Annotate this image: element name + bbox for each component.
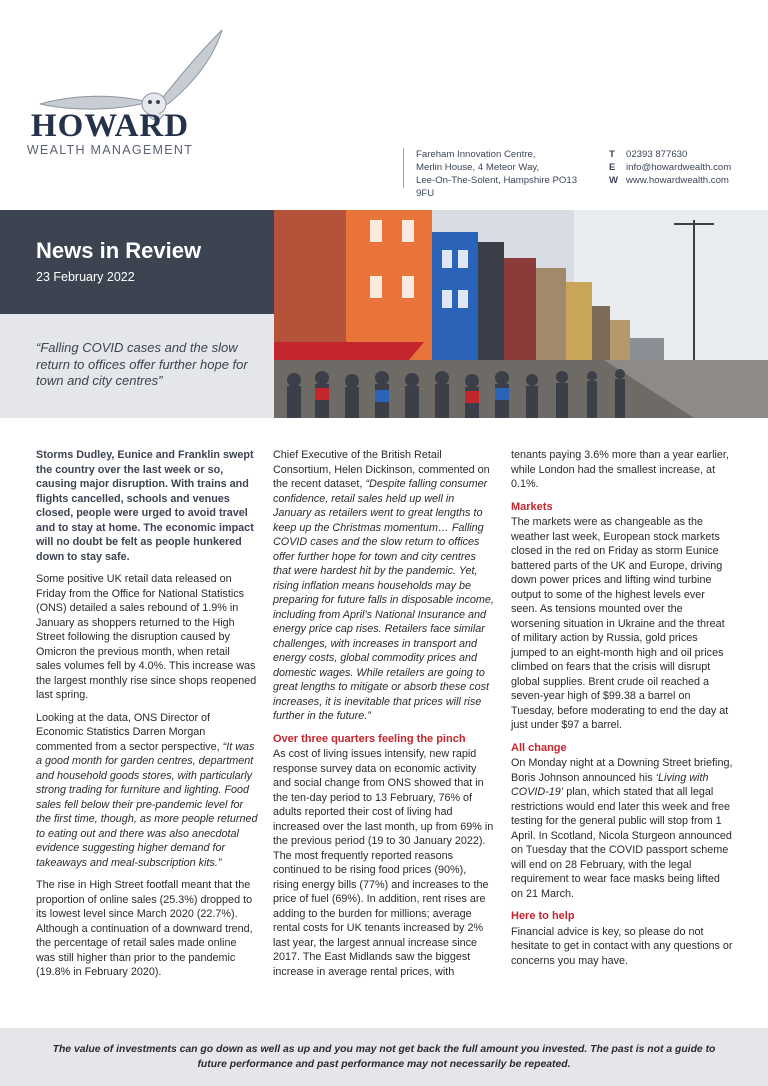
website-link[interactable]: www.howardwealth.com [626,175,729,186]
quote-text: “It was a good month for garden centres, department and household goods stores, with particularly strong trading for furniture and lighting. Food sales fell below their pre-pandemic level for the first time, though, as more people returned to eating out and there was also anecdotal evidence suggesting higher demand for takeaways and meal-subscription kits.” [36,740,258,869]
street-photo [274,210,768,418]
paragraph-text: Looking at the data, ONS Director of Economic Statistics Darren Morgan commented from a sector perspective, [36,711,223,753]
article-column-1 [36,448,258,988]
article-column-2 [273,448,495,987]
paragraph-text: plan, which stated that all legal restrictions would end later this week and free testing for the general public will stop from 1 April. In Scotland, Nicola Sturgeon announced on Tuesday that the COVID passport scheme will end on 28 February, with the legal requirement to wear face masks being lifted on 21 March. [511,786,732,900]
paragraph: Some positive UK retail data released on Friday from the Office for National Statistics (ONS) detailed a sales rebound of 1.9% in January as shoppers returned to the High Street following the disruption caused by Omicron the previous month, when retail sales volumes fell by 4.0%. This increase was the largest monthly rise since shops reopened last spring. [36,573,257,701]
section-heading: Over three quarters feeling the pinch [273,732,466,745]
contact-letters [609,148,623,187]
lead-paragraph: Storms Dudley, Eunice and Franklin swept the country over the last week or so, causing major disruption. With trains and flights cancelled, schools and venues closed, people were urged to avoid travel and to stay at home. The economic impact will no doubt be felt as people hunkered down to stay safe. [36,449,254,563]
email-letter: E [609,162,616,173]
paragraph-text: On Monday night at a Downing Street briefing, Boris Johnson announced his [511,757,733,784]
company-logo [36,26,226,186]
paragraph: tenants paying 3.6% more than a year earlier, while London had the smallest increase, at 0.1%. [511,449,729,490]
address-line: Merlin House, 4 Meteor Way, [416,162,540,173]
article-column-3 [511,448,733,976]
paragraph [36,711,258,871]
paragraph-text: Chief Executive of the British Retail Consortium, Helen Dickinson, commented on the recent dataset, [273,449,490,490]
issue-date: 23 February 2022 [36,270,135,284]
brand-name: HOWARD [30,108,190,144]
paragraph [511,756,733,901]
paragraph: The rise in High Street footfall meant that the proportion of online sales (25.3%) dropped to its lowest level since March 2020 (22.7%). Although a continuation of a downward trend, the percentage of retail sales made online was still higher than prior to the pandemic (19.8% in February 2020). [36,879,253,978]
phone-number: 02393 877630 [626,149,688,160]
paragraph: The markets were as changeable as the weather last week, European stock markets closed in the red on Friday as storm Eunice battered parts of the UK and Europe, driving down power prices and lifting wind turbine output to some of the highest levels ever seen. As tensions mounted over the worsening situation in Ukraine and the threat of military action by Russia, gold prices jumped to an eight-month high and oil prices climbed on fears that the crisis will disrupt global supplies. Brent crude oil reached a seven-year high of $99.38 a barrel on Tuesday, before moderating to end the day at just under $97 a barrel. [511,516,729,731]
section-heading: Markets [511,500,553,513]
contact-values [626,148,766,187]
address-line: Lee-On-The-Solent, Hampshire PO13 9FU [416,175,578,199]
address [416,148,596,200]
paragraph: Financial advice is key, so please do not hesitate to get in contact with any questions or concerns you may have. [511,925,733,967]
web-letter: W [609,175,619,186]
paragraph [273,448,495,724]
email-link[interactable]: info@howardwealth.com [626,162,732,173]
section-heading: All change [511,741,567,754]
contact-block [403,148,756,199]
disclaimer-text: The value of investments can go down as well as up and you may not get back the full amount you invested. The past is not a guide to future performance and past performance may not necessarily be repeated. [52,1044,716,1070]
address-line: Fareham Innovation Centre, [416,149,536,160]
footer-disclaimer-bar [0,1028,768,1086]
quote-text: “Despite falling consumer confidence, retail sales held up well in January as retailers went to great lengths to keep up the Christmas momentum… Falling COVID cases and the slow return to offices offer further hope for town and city centres that were hardest hit by the pandemic. Yet, rising inflation means households may be preparing for future falls in disposable income, including from April’s National Insurance and energy price cap rises. Retailers face similar challenges, with increases in transport and energy costs, global commodity prices and domestic wages. While retailers are going to great lengths to mitigate or absorb these cost increases, it is inevitable that prices will rise further in the future.” [273,478,494,722]
section-heading: Here to help [511,910,575,922]
plan-name: ‘Living with COVID-19’ [511,771,709,798]
paragraph: As cost of living issues intensify, new rapid response survey data on economic activity and social change from ONS showed that in the ten-day period to 13 February, 76% of adults reported their cost of living had increased over the last month, up from 69% in the previous period (19 to 30 January 2022). The most frequently reported reasons continued to be rising food prices (90%), rising energy bills (77%) and increases to the price of fuel (69%). In addition, rent rises are adding to the burden for millions; average rental costs for UK tenants increased by 2% last year, the largest annual increase since 2017. The East Midlands saw the biggest increase in average rental prices, with [273,748,494,978]
brand-subtitle: WEALTH MANAGEMENT [26,143,194,157]
phone-letter: T [609,149,615,160]
pull-quote: “Falling COVID cases and the slow return to offices offer further hope for town and city centres” [36,340,248,388]
page-title: News in Review [36,238,202,263]
